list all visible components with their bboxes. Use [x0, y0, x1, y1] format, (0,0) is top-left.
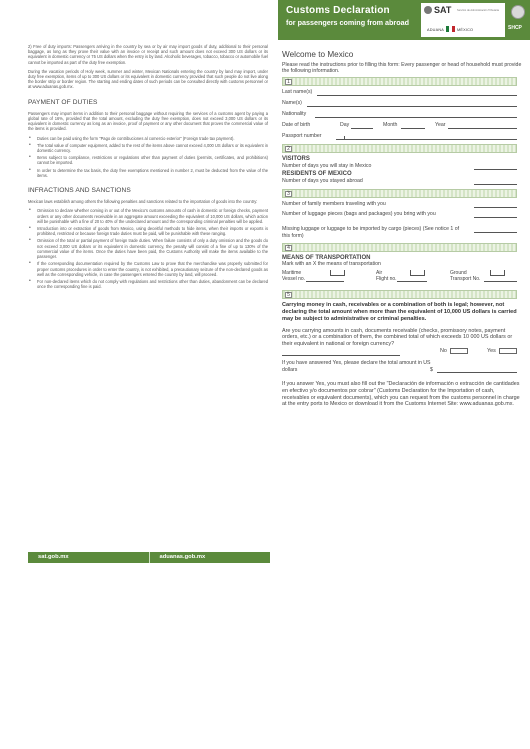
national-seal-icon [511, 5, 525, 19]
luggage-field[interactable] [474, 217, 517, 218]
missing-luggage-row [282, 225, 522, 240]
residents-heading: RESIDENTS OF MEXICO [282, 171, 352, 178]
dollar-sign: $ [430, 367, 433, 374]
shcp-label: SHCP [508, 25, 522, 31]
dob-row [282, 119, 522, 130]
welcome-heading: Welcome to Mexico [282, 50, 354, 59]
form-body [282, 50, 522, 408]
names-field[interactable] [307, 106, 517, 107]
final-instructions: If you answer Yes, you must also fill out the "Declaración de información o extracción de cantidades en efectivo y/o documentos por cobrar" (Customs Declaration for the Importation of cash, receivables or equivalent documents), which you can request from the customs personnel in charge at the entry ports to Mexico or download it from the Customs Internet Site: www.aduanas.gob.mx. [282, 381, 520, 408]
yes-label: Yes [487, 348, 496, 355]
last-name-label: Last name(s) [282, 89, 313, 96]
amount-field[interactable] [437, 372, 517, 373]
missing-luggage-label: Missing luggage or luggage to be imported by cargo (pieces) (See notice 1 of this form) [282, 226, 460, 239]
section-number: 2 [285, 146, 292, 152]
list-item: • Omission to declare whether coming in or out of the Mexico's customs amounts of cash in domestic or foreign checks, payment orders or any other documents receivable in an aggregate amount exceeding the equivalent of 10,000 US dollars, which action will be punishable with a fine of 20 to 40% of the undeclared amount and the corresponding criminal penalties will be applied. [28, 208, 268, 224]
flight-label: Flight no. [376, 275, 397, 282]
infractions-heading: INFRACTIONS AND SANCTIONS [28, 187, 131, 195]
last-name-field[interactable] [317, 95, 517, 96]
form-subtitle: for passengers coming from abroad [286, 18, 410, 27]
list-item: • Introduction into or extraction of goods from Mexico, using deceitful methods to hide items, when their imports or exports is prohibited, restricted or because foreign trade duties must be paid, will be punishable with these ranging. [28, 226, 268, 236]
sat-logo-icon [424, 6, 432, 14]
amount-label: If you have answered Yes, please declare the total amount in US dollars [282, 360, 431, 373]
family-row [282, 198, 522, 209]
nationality-row [282, 108, 522, 119]
means-heading: MEANS OF TRANSPORTATION [282, 255, 371, 262]
last-name-row [282, 86, 522, 97]
duty-free-paragraph: 2) Free of duty imports: Passengers arriving in the country by sea or by air may import goods of duty, additional to their personal baggage, as long as they prove their value with an invoice or receipt and such amount does not exceed 300 US dollars or its equivalent in domestic currency or 75 US dollars when the entry is by land. Alcoholic beverages, tobacco, tobacco or automobile fuel cannot be imported as part of the duty free exemption. [28, 44, 268, 65]
list-item: • Omission of the total or partial payment of foreign trade duties. When failure consists of only a duty omission and the goods do not exceed 3,000 US dollars or its equivalent in domestic currency, the penalty will consist of a fine of up to 130% of the commercial value of the items. Once the duties have been paid, the Customs Authority will make the items available to the passenger. [28, 238, 268, 259]
payment-bullets [28, 136, 268, 178]
no-label: No [440, 348, 447, 355]
vacation-paragraph: During the vacation periods of Holy week, summer and winter, Mexican Nationals entering the country by land may import, under duty free exemption, items of up to 300 US dollars or its equivalent in domestic currency provided that such people do not live along the border strip or border region. The starting and ending dates of such periods can be consulted directly with customs personnel or at www.aduanas.gob.mx. [28, 68, 268, 90]
form-intro: Please read the instructions prior to filling this form: Every passenger or head of household must provide the following information. [282, 62, 522, 75]
section-2-bar [282, 144, 517, 153]
day-field[interactable] [351, 128, 373, 129]
section-5-bar [282, 290, 517, 299]
ground-label: Ground [450, 269, 467, 276]
section-number: 1 [285, 79, 292, 85]
names-label: Name(s) [282, 100, 302, 107]
amount-row [282, 357, 522, 375]
names-row [282, 97, 522, 108]
aduanas-website-link[interactable]: aduanas.gob.mx [149, 552, 271, 563]
no-checkbox[interactable] [450, 348, 468, 354]
section-1-bar [282, 77, 517, 86]
air-checkbox[interactable] [410, 270, 425, 276]
days-stay-field[interactable] [474, 169, 517, 170]
carrying-question: Are you carrying amounts in cash, documents receivable (checks, promissory notes, payment orders, etc.) or a combination of them, the combined total of which exceeds 10 000 US dollars or their equivalent in national or foreign currency? [282, 327, 513, 347]
ground-checkbox[interactable] [490, 270, 505, 276]
month-field[interactable] [401, 128, 425, 129]
infractions-paragraph: Mexican laws establish among others the following penalties and sanctions related to the importation of goods into the country: [28, 199, 258, 205]
sat-logo [424, 5, 451, 15]
aduanas-logo [427, 26, 473, 32]
flight-number-field[interactable] [397, 281, 427, 282]
visitors-heading: VISITORS [282, 156, 310, 163]
missing-luggage-field[interactable] [474, 232, 517, 233]
section-number: 4 [285, 245, 292, 251]
list-item: • In order to determine the tax basis, the duty free exemptions mentioned in number 2, must be deducted from the value of the items. [28, 168, 268, 178]
passport-field[interactable] [336, 139, 517, 140]
family-label: Number of family members traveling with you [282, 201, 386, 208]
logo-box [421, 3, 505, 37]
section-4-bar [282, 243, 517, 252]
list-item: • If the corresponding documentation required by the Customs Law to prove that the merchandise was properly submitted for proper customs procedures in order to enter the country, is not exhibited, a precautionary seizure of the non-declared goods as well as the corresponding vehicle, in case the passengers entered the country by land, will proceed. [28, 261, 268, 277]
infractions-bullets [28, 208, 268, 289]
list-item: • Duties can be paid using the form "Pago de contribuciones al comercio exterior" (Foreign trade tax payment). [28, 136, 268, 141]
yes-no-row [282, 347, 522, 357]
aduanas-logo-text: ADUANA [427, 28, 445, 32]
transport-options [282, 268, 522, 290]
luggage-label: Number of luggage pieces (bags and packages) you bring with you [282, 211, 436, 218]
left-column [28, 44, 268, 293]
cash-legal-note: Carrying money in cash, receivables or a combination of both is legal; however, not declaring the total amount when more than the equivalent of 10,000 US dollars is carried may be subject to administrative or criminal penalties. [282, 301, 517, 322]
maritime-checkbox[interactable] [330, 270, 345, 276]
list-item: • Items subject to compliance, restrictions or regulations other than payment of duties (permits, certificates, and prohibitions) cannot be imported. [28, 155, 268, 165]
section-number: 3 [285, 191, 292, 197]
payment-paragraph: Passengers may import items in addition to their personal baggage without requiring the services of a customs agent by paying a global rate of 16%, provided that the total amount, excluding the duty free exemption, does not exceed 3,000 US dollars or its equivalent in domestic currency as long as an invoice, proof of payment or any other document that proves the commercial value of the items is provided. [28, 110, 268, 132]
maritime-label: Maritime [282, 269, 302, 276]
list-item: • For non-declared items which do not comply with regulations and restrictions other than duties, abandonment can be declared once the corresponding fine is paid. [28, 279, 268, 289]
luggage-row [282, 209, 522, 225]
year-label: Year [435, 122, 446, 129]
sat-logo-text: SAT [434, 5, 452, 15]
footer-bar [28, 552, 270, 563]
transport-number-field[interactable] [484, 281, 517, 282]
nationality-field[interactable] [315, 117, 517, 118]
family-field[interactable] [474, 207, 517, 208]
passport-label: Passport number [282, 133, 322, 140]
nationality-label: Nationality [282, 111, 307, 118]
transport-number-label: Transport No. [450, 275, 481, 282]
payment-of-duties-heading: PAYMENT OF DUTIES [28, 98, 98, 106]
days-abroad-row [282, 177, 522, 186]
days-abroad-field[interactable] [474, 184, 517, 185]
year-field[interactable] [448, 128, 517, 129]
days-abroad-label: Number of days you stayed abroad [282, 178, 363, 185]
days-stay-row [282, 162, 522, 171]
list-item: • The total value of computer equipment, added to the rest of the items above cannot exceed 4,000 US dollars or its equivalent in domestic currency. [28, 143, 268, 153]
form-header [278, 0, 530, 40]
section-3-bar [282, 189, 517, 198]
day-label: Day [340, 122, 350, 129]
passport-row [282, 130, 522, 141]
sat-website-link[interactable]: sat.gob.mx [38, 554, 69, 560]
mexico-logo-text: MÉXICO [457, 28, 474, 32]
vessel-label: Vessel no. [282, 275, 306, 282]
yes-checkbox[interactable] [499, 348, 517, 354]
mexico-flag-icon [446, 26, 455, 32]
section-number: 5 [285, 292, 292, 298]
month-label: Month [383, 122, 398, 129]
air-label: Air [376, 269, 383, 276]
vessel-number-field[interactable] [306, 281, 344, 282]
dob-label: Date of birth [282, 122, 311, 129]
means-instructions: Mark with an X the means of transportation [282, 261, 381, 268]
days-stay-label: Number of days you will stay in Mexico [282, 163, 372, 170]
form-title: Customs Declaration [286, 5, 390, 16]
sat-logo-subtext: Servicio de Administración Tributaria [457, 9, 499, 12]
